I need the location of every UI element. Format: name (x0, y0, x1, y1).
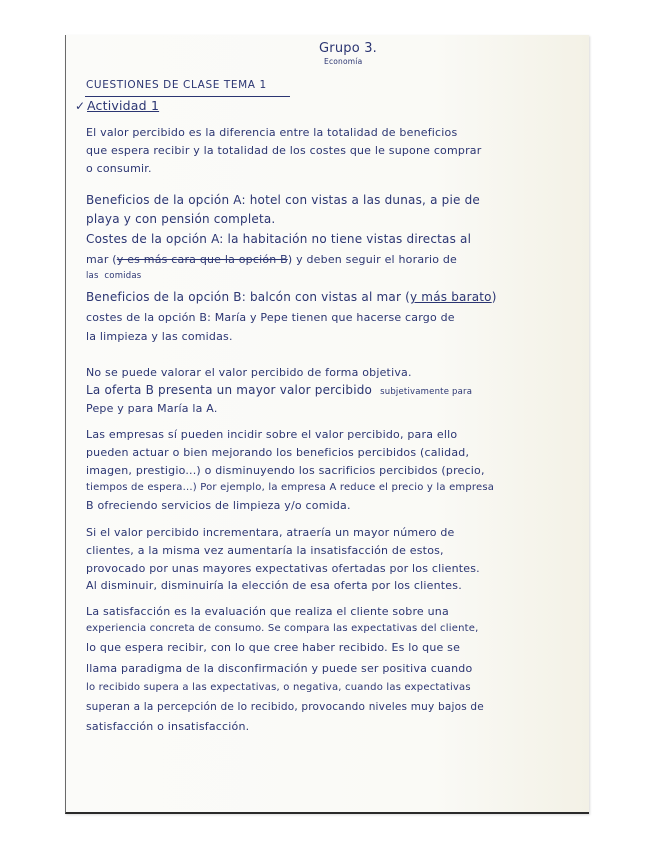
subject-subtitle: Economía (324, 57, 363, 66)
group-title: Grupo 3. (319, 41, 377, 56)
heading-underline (85, 96, 290, 97)
text-line: Al disminuir, disminuiría la elección de esa oferta por los clientes. (86, 579, 462, 592)
text-line: costes de la opción B: María y Pepe tienen que hacerse cargo de (86, 311, 455, 324)
text-line: llama paradigma de la disconfirmación y puede ser positiva cuando (86, 662, 473, 675)
text-line: Pepe y para María la A. (86, 402, 218, 415)
underlined-text: y más barato (409, 290, 492, 304)
text-line: imagen, prestigio...) o disminuyendo los sacrificios percibidos (precio, (86, 464, 485, 477)
text-line: pueden actuar o bien mejorando los beneficios percibidos (calidad, (86, 446, 470, 459)
struck-text: y es más cara que la opción B (116, 253, 288, 266)
text-line: No se puede valorar el valor percibido de forma objetiva. (86, 366, 412, 379)
text-fragment: comidas (104, 271, 142, 281)
text-line: El valor percibido es la diferencia entre la totalidad de beneficios (86, 126, 458, 139)
inline-note: subjetivamente para (380, 387, 473, 397)
text-line (86, 271, 141, 281)
text-fragment: La oferta B presenta un mayor valor percibido (86, 383, 373, 397)
text-fragment: ) y deben seguir el horario de (287, 253, 458, 266)
text-line: lo recibido supera a las expectativas, o negativa, cuando las expectativas (86, 682, 471, 693)
text-line: Beneficios de la opción A: hotel con vistas a las dunas, a pie de (86, 193, 480, 207)
text-line: B ofreciendo servicios de limpieza y/o comida. (86, 499, 351, 512)
text-line (86, 253, 457, 266)
notebook-page (65, 35, 589, 814)
text-line: Si el valor percibido incrementara, atraería un mayor número de (86, 526, 455, 539)
text-line: tiempos de espera...) Por ejemplo, la empresa A reduce el precio y la empresa (86, 482, 495, 493)
activity-label: Actividad 1 (87, 98, 160, 113)
text-fragment: las (86, 271, 99, 281)
text-line: lo que espera recibir, con lo que cree haber recibido. Es lo que se (86, 641, 461, 654)
text-line: Las empresas sí pueden incidir sobre el valor percibido, para ello (86, 428, 458, 441)
text-line: La satisfacción es la evaluación que realiza el cliente sobre una (86, 605, 449, 618)
check-mark-icon: ✓ (75, 99, 86, 113)
text-line: Costes de la opción A: la habitación no tiene vistas directas al (86, 232, 472, 246)
text-line: provocado por unas mayores expectativas ofertadas por los clientes. (86, 562, 480, 575)
text-line: experiencia concreta de consumo. Se compara las expectativas del cliente, (86, 623, 479, 634)
text-line: la limpieza y las comidas. (86, 330, 233, 343)
text-fragment: Beneficios de la opción B: balcón con vistas al mar ( (86, 290, 410, 304)
text-line: satisfacción o insatisfacción. (86, 720, 250, 733)
section-heading: CUESTIONES DE CLASE TEMA 1 (86, 79, 267, 91)
text-line: playa y con pensión completa. (86, 212, 276, 226)
text-line: que espera recibir y la totalidad de los costes que le supone comprar (86, 144, 482, 157)
text-line: superan a la percepción de lo recibido, provocando niveles muy bajos de (86, 701, 484, 713)
text-fragment: mar ( (86, 253, 117, 266)
text-line: clientes, a la misma vez aumentaría la insatisfacción de estos, (86, 544, 444, 557)
text-line: o consumir. (86, 162, 152, 175)
text-line (86, 290, 497, 304)
text-line (86, 383, 472, 397)
text-fragment: ) (491, 290, 497, 304)
